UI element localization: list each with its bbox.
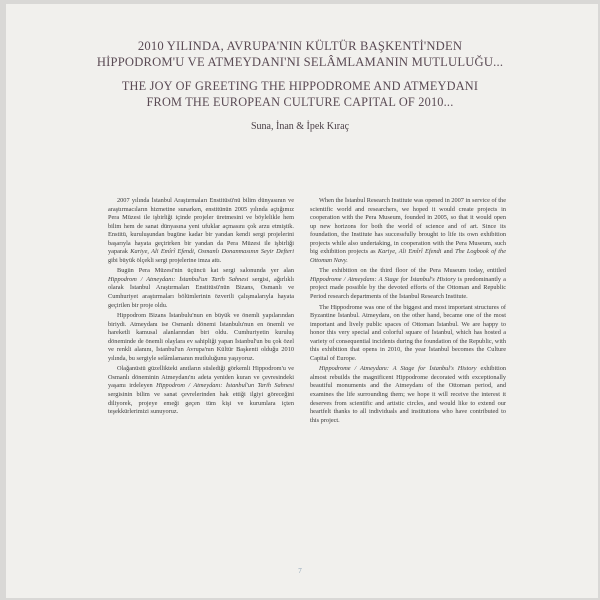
turkish-title-line-1: 2010 YILINDA, AVRUPA'NIN KÜLTÜR BAŞKENTİ'NDEN xyxy=(137,39,463,53)
tr-p4-italic: Hippodrom / Atmeydanı: İstanbul'un Tarih Sahnesi xyxy=(156,382,294,390)
authors: Suna, İnan & İpek Kıraç xyxy=(250,121,350,132)
tr-p4-text-a: Olağanüstü güzellikteki anıtların süslediği görkemli Hippodrom'u ve Osmanlı döneminin Atmeydanı'nı adeta yeniden kuran ve çevresindeki yaşamı irdeleyen xyxy=(108,365,294,390)
tr-paragraph-1 xyxy=(108,197,294,265)
en-paragraph-1 xyxy=(310,197,506,265)
en-paragraph-3: The Hippodrome was one of the biggest and most important structures of Byzantine İstanbul. Atmeydanı, on the other hand, became one of the most important and lively public spaces of Ottoman İstanbul. We are happy to honor this very special and colorful square of İstanbul, which has hosted a variety of consequential incidents during the foundation of the Republic, with this exhibition that opens in 2010, the year İstanbul becomes the Culture Capital of Europe. xyxy=(310,303,506,362)
turkish-text-column xyxy=(108,197,294,417)
english-title-line-2: FROM THE EUROPEAN CULTURE CAPITAL OF 2010... xyxy=(146,95,454,109)
en-p2-italic: Hippodrome / Atmeydanı: A Stage for İstanbul's History xyxy=(310,275,456,283)
tr-paragraph-4 xyxy=(108,365,294,416)
tr-p2-text-b: sergisi, ağırlıklı olarak İstanbul Araştırmaları Enstitüsü'nün Bizans, Osmanlı ve Cumhuriyet araştırmaları bölümlerinin özverili çalışmalarıyla hayata geçirilen bir proje oldu. xyxy=(108,275,294,309)
en-p4-text-b: exhibition almost rebuilds the magnificent Hippodrome decorated with exceptionally beautiful monuments and the Atmeydanı of the Ottoman period, and examines the life surrounding them; we hope it will receive the interest it deserves from scientific and artistic circles, and would like to extend our heartfelt thanks to all individuals and institutions who have contributed to this project. xyxy=(310,365,506,424)
page-number: 7 xyxy=(298,567,302,575)
en-p1-italic-2: The Logbook of the Ottoman Navy. xyxy=(310,248,506,264)
en-p1-italic-1: Kariye, Ali Emîrî Efendi xyxy=(377,248,442,256)
en-p1-and: and xyxy=(441,248,456,256)
turkish-title-line-2: HİPPODROM'U VE ATMEYDANI'NI SELÂMLAMANIN MUTLULUĞU... xyxy=(96,55,504,69)
tr-paragraph-3: Hippodrom Bizans İstanbulu'nun en büyük ve önemli yapılarından biriydi. Atmeydanı ise Osmanlı dönemi İstanbulu'nun en önemli ve hareketli kamusal alanlarından biri oldu. Cumhuriyetin kuruluş döneminde de önemli olaylara ev sahipliği yapan İstanbul'un bu çok özel ve renkli alanını, İstanbul'un Avrupa'nın Kültür Başkenti olduğu 2010 yılında, bu sergiyle selâmlamanın mutluluğunu yaşıyoruz. xyxy=(108,312,294,362)
en-p2-text-b: is predominantly a project made possible by the devoted efforts of the Ottoman and Republic Period research departments of the İstanbul Research Institute. xyxy=(310,275,506,301)
tr-p4-text-b: sergisinin bilim ve sanat çevrelerinden hak ettiği ilgiyi göreceğini diliyorek, projeye emeği geçen tüm kişi ve kurumlara içten teşekkürlerimizi sunuyoruz. xyxy=(108,391,294,416)
en-p1-text: When the İstanbul Research Institute was opened in 2007 in service of the scientific world and researchers, we hoped it would create projects in cooperation with the Pera Museum, founded in 2005, so that it would open up new horizons for both the world of science and of art. Since its foundation, the Institute has successfully brought to life its own exhibition projects while also undertaking, in cooperation with the Pera Museum, such big exhibition projects as xyxy=(310,197,506,256)
tr-p2-text-a: Bugün Pera Müzesi'nin üçüncü kat sergi salonunda yer alan xyxy=(117,267,294,275)
tr-paragraph-2 xyxy=(108,267,294,310)
tr-p1-italic: Kariye, Ali Emîrî Efendi, Osmanlı Donanmasının Seyir Defteri xyxy=(130,248,294,256)
en-paragraph-2 xyxy=(310,267,506,301)
turkish-title xyxy=(0,38,600,70)
english-title xyxy=(0,78,600,110)
english-title-line-1: THE JOY OF GREETING THE HIPPODROME AND ATMEYDANI xyxy=(121,79,479,93)
en-p4-italic: Hippodrome / Atmeydanı: A Stage for İstanbul's History xyxy=(319,365,477,373)
tr-p1-text-a: 2007 yılında İstanbul Araştırmaları Enstitüsü'nü bilim dünyasının ve araştırmacıların hizmetine sunarken, enstitünün 2005 yılında açtığımız Pera Müzesi ile işbirliği içinde projeler üretmesini ve böylelikle hem bilim hem de sanat dünyasına yeni ufuklar açmasını çok arzu etmiştik. Enstitü, kuruluşundan bugüne kadar bir yandan kendi sergi projelerini başarıyla hayata geçirirken bir yandan da Pera Müzesi ile işbirliği yaparak xyxy=(108,197,294,256)
en-p2-text-a: The exhibition on the third floor of the Pera Museum today, entitled xyxy=(319,267,506,275)
en-paragraph-4 xyxy=(310,365,506,425)
tr-p2-italic: Hippodrom / Atmeydanı: İstanbul'un Tarih Sahnesi xyxy=(108,275,249,283)
tr-p1-text-b: gibi büyük ölçekli sergi projelerine imza attı. xyxy=(108,256,222,264)
english-text-column xyxy=(310,197,506,425)
